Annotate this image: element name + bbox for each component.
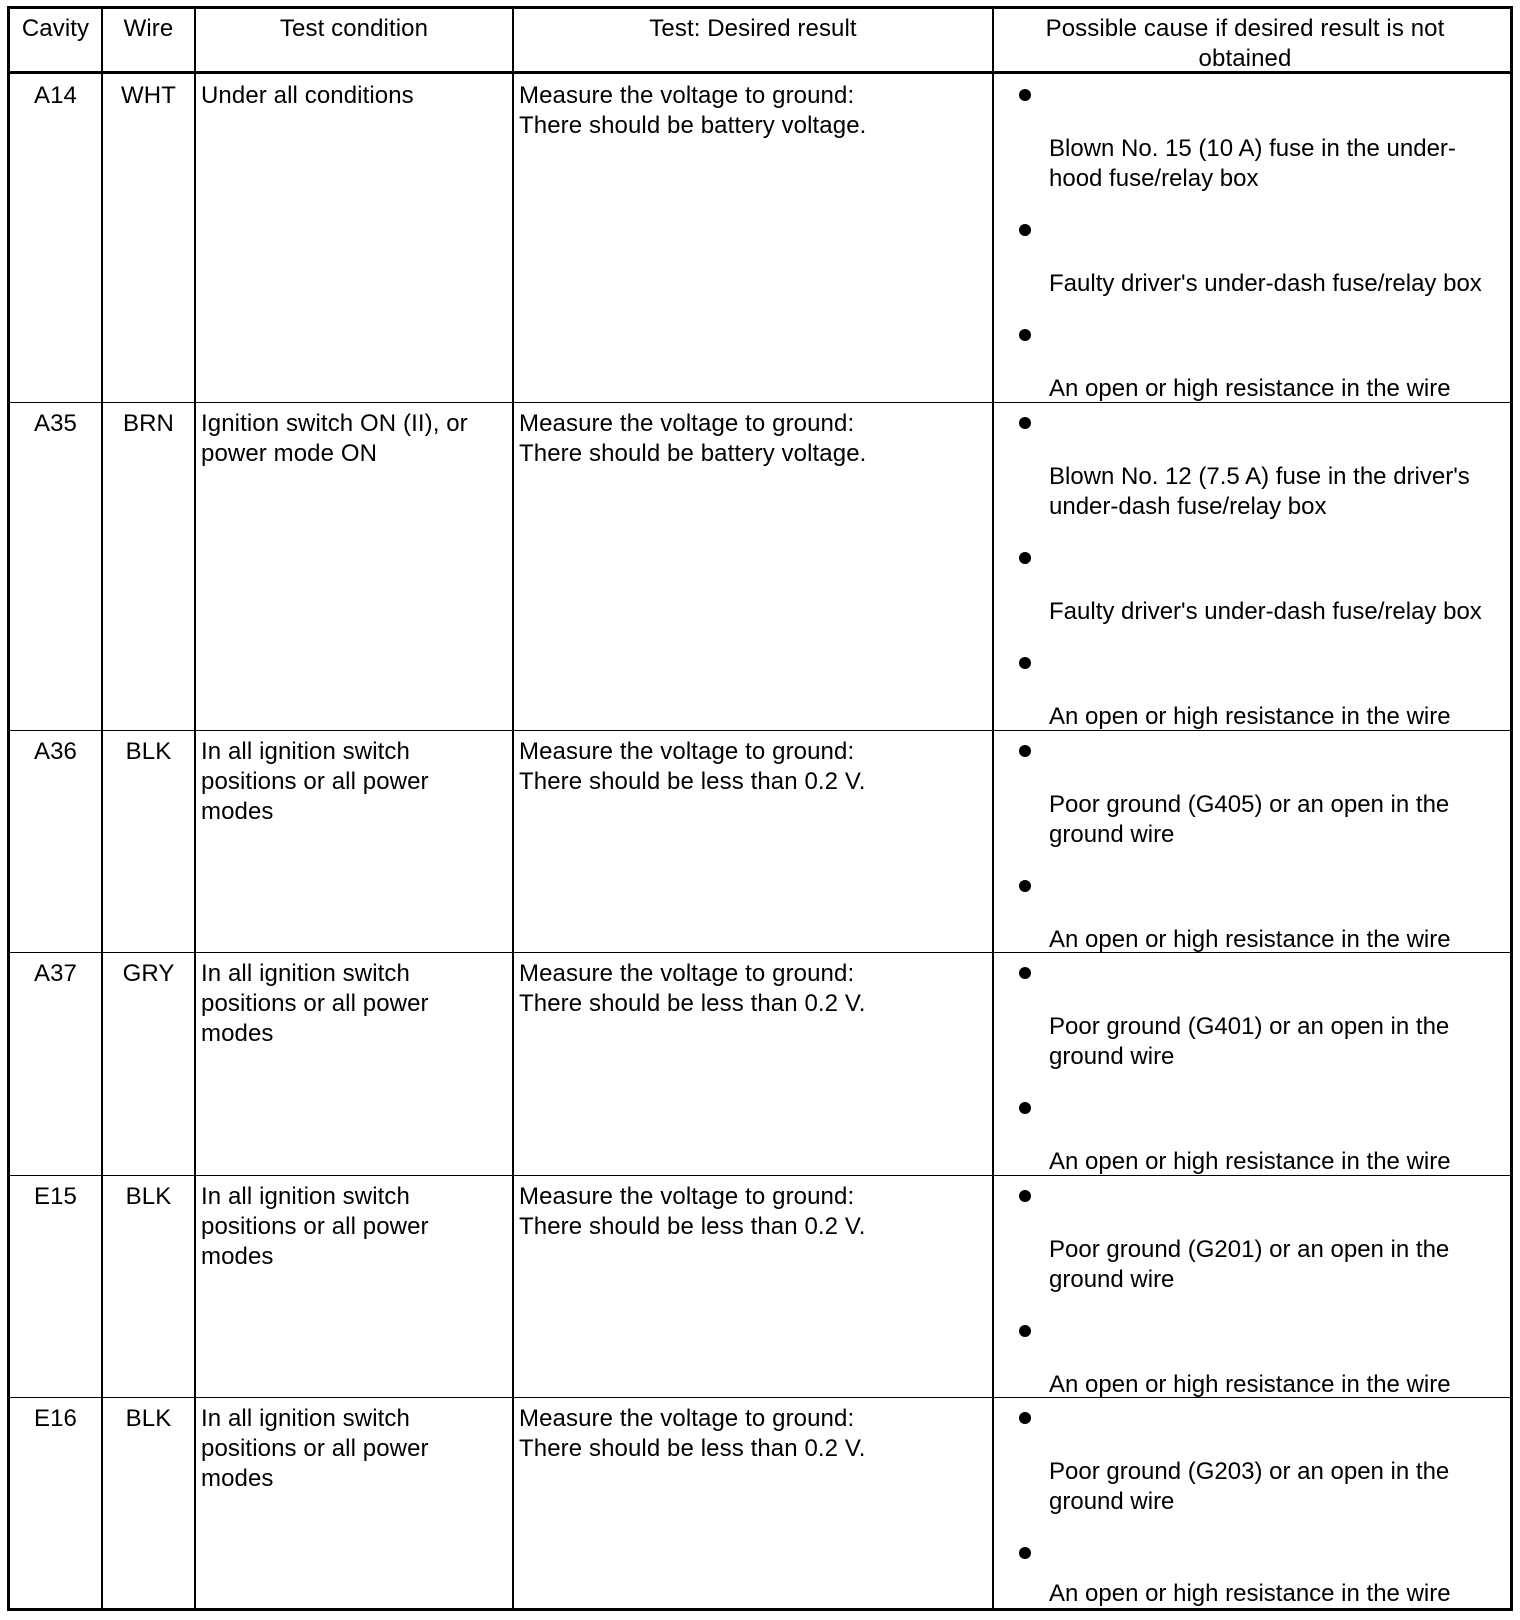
result-line: Measure the voltage to ground: (519, 1405, 855, 1432)
result-cell (519, 81, 979, 141)
header-cavity: Cavity (21, 15, 90, 42)
wire-cell: BLK (125, 1183, 172, 1210)
cause-item: Faulty driver's under-dash fuse/relay box (1049, 270, 1482, 297)
result-line: Measure the voltage to ground: (519, 738, 855, 765)
cavity-cell: A35 (33, 410, 77, 437)
wire-cell: BLK (125, 738, 172, 765)
result-line: Measure the voltage to ground: (519, 960, 855, 987)
bullet-icon (1019, 417, 1031, 429)
column-divider (194, 9, 196, 1608)
cavity-cell: A36 (33, 738, 77, 765)
condition-cell: Ignition switch ON (II), or power mode ON (201, 410, 468, 467)
bullet-icon (1019, 1547, 1031, 1559)
result-line: Measure the voltage to ground: (519, 1183, 855, 1210)
result-cell (519, 959, 979, 1019)
bullet-icon (1019, 552, 1031, 564)
result-line: There should be less than 0.2 V. (519, 990, 866, 1017)
wire-cell: WHT (121, 82, 176, 109)
cause-item: Faulty driver's under-dash fuse/relay box (1049, 598, 1482, 625)
cause-item: An open or high resistance in the wire (1049, 1371, 1451, 1398)
cause-item: An open or high resistance in the wire (1049, 926, 1451, 953)
condition-cell: In all ignition switch positions or all power modes (201, 738, 429, 825)
cause-item: An open or high resistance in the wire (1049, 703, 1451, 730)
result-line: There should be less than 0.2 V. (519, 768, 866, 795)
wire-cell: BRN (123, 410, 174, 437)
diagnostic-table (7, 6, 1513, 1611)
condition-cell: In all ignition switch positions or all power modes (201, 1183, 429, 1270)
cause-item: Poor ground (G405) or an open in the ground wire (1049, 791, 1450, 848)
cause-item: Blown No. 12 (7.5 A) fuse in the driver's under-dash fuse/relay box (1049, 463, 1470, 520)
bullet-icon (1019, 967, 1031, 979)
result-cell (519, 409, 979, 469)
header-wire: Wire (123, 15, 174, 42)
header-cause: Possible cause if desired result is not obtained (1045, 15, 1445, 72)
result-cell (519, 1182, 979, 1242)
cavity-cell: E16 (33, 1405, 77, 1432)
bullet-icon (1019, 880, 1031, 892)
cavity-cell: E15 (33, 1183, 77, 1210)
bullet-icon (1019, 89, 1031, 101)
bullet-icon (1019, 224, 1031, 236)
cavity-cell: A14 (33, 82, 77, 109)
cause-item: An open or high resistance in the wire (1049, 1580, 1451, 1607)
cause-item: An open or high resistance in the wire (1049, 1148, 1451, 1175)
header-result: Test: Desired result (649, 15, 857, 42)
bullet-icon (1019, 745, 1031, 757)
column-divider (512, 9, 514, 1608)
bullet-icon (1019, 329, 1031, 341)
bullet-icon (1019, 1190, 1031, 1202)
result-line: There should be battery voltage. (519, 112, 867, 139)
cause-item: Poor ground (G203) or an open in the ground wire (1049, 1458, 1450, 1515)
result-line: There should be battery voltage. (519, 440, 867, 467)
wire-cell: GRY (122, 960, 175, 987)
cause-item: Poor ground (G201) or an open in the ground wire (1049, 1236, 1450, 1293)
bullet-icon (1019, 1412, 1031, 1424)
bullet-icon (1019, 1325, 1031, 1337)
cause-item: Blown No. 15 (10 A) fuse in the under-hood fuse/relay box (1049, 135, 1456, 192)
cavity-cell: A37 (33, 960, 77, 987)
condition-cell: In all ignition switch positions or all power modes (201, 960, 429, 1047)
condition-cell: Under all conditions (201, 82, 414, 109)
header-condition: Test condition (279, 15, 429, 42)
result-line: There should be less than 0.2 V. (519, 1213, 866, 1240)
column-divider (101, 9, 103, 1608)
cause-item: An open or high resistance in the wire (1049, 375, 1451, 402)
result-line: Measure the voltage to ground: (519, 82, 855, 109)
result-cell (519, 1404, 979, 1464)
cause-item: Poor ground (G401) or an open in the ground wire (1049, 1013, 1450, 1070)
column-divider (992, 9, 994, 1608)
wire-cell: BLK (125, 1405, 172, 1432)
bullet-icon (1019, 1102, 1031, 1114)
condition-cell: In all ignition switch positions or all power modes (201, 1405, 429, 1492)
result-line: There should be less than 0.2 V. (519, 1435, 866, 1462)
bullet-icon (1019, 657, 1031, 669)
result-cell (519, 737, 979, 797)
result-line: Measure the voltage to ground: (519, 410, 855, 437)
